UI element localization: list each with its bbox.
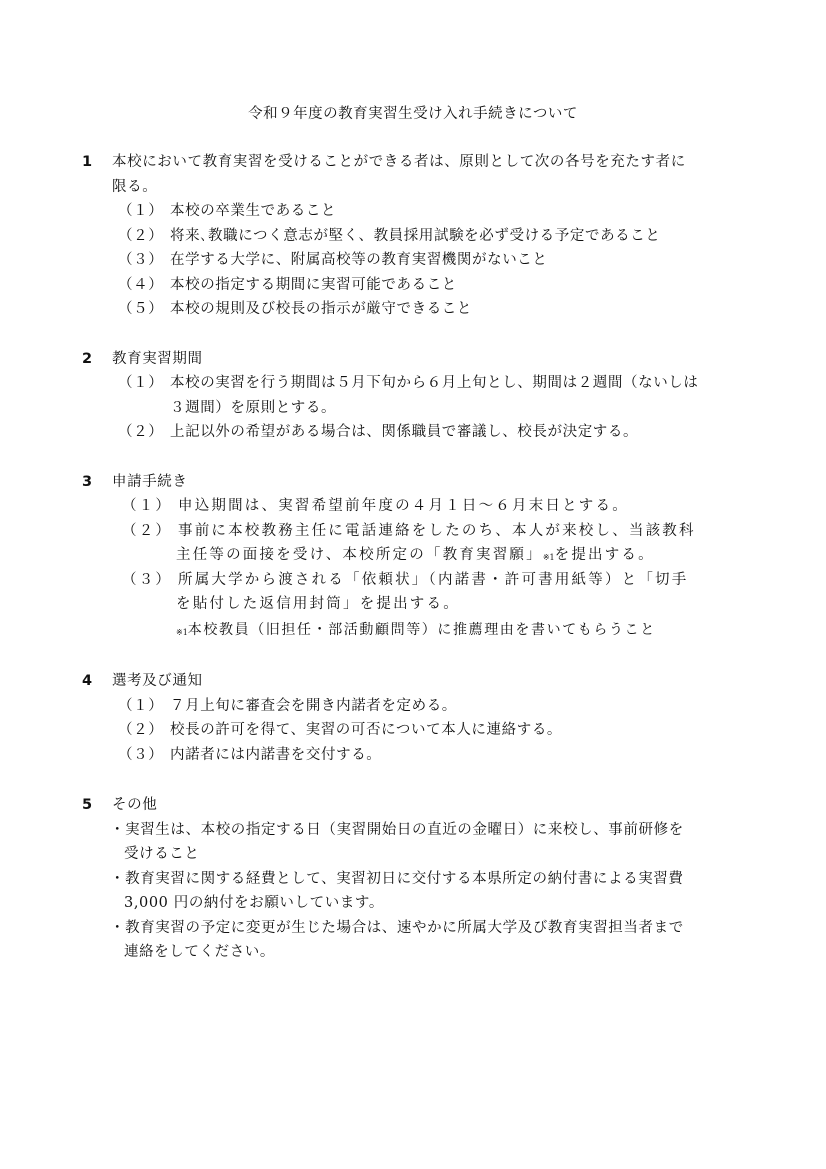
section-3-heading: 申請手続き [112,474,188,490]
section-3-item-2-cont-a: 主任等の面接を受け、本校所定の「教育実習願」 [176,547,543,563]
section-1-item-5-text: 本校の規則及び校長の指示が厳守できること [170,301,472,317]
section-3-item-2-cont-b: を提出する。 [554,547,655,563]
section-4-item-1-text: ７月上旬に審査会を開き内諾者を定める。 [170,698,457,714]
section-1-item-2-text: 将来､教職につく意志が堅く、教員採用試験を必ず受ける予定であること [170,228,661,244]
document-title: 令和９年度の教育実習生受け入れ手続きについて [248,106,578,122]
section-3-item-1-label: （１） [122,498,173,514]
section-3-footnote-text: 本校教員（旧担任・部活動顧問等）に推薦理由を書いてもらうこと [187,622,656,638]
section-3-item-2-text: 事前に本校教務主任に電話連絡をしたのち、本人が来校し、当該教科 [178,523,696,539]
section-2-heading: 教育実習期間 [112,351,203,367]
section-1-item-3-label: （３） [118,252,164,268]
section-4-number: 4 [82,673,93,689]
section-5-bullet-3-cont: 連絡をしてください。 [124,944,275,960]
section-2-item-2-label: （２） [118,424,164,440]
section-1-item-2-label: （２） [118,228,164,244]
section-4-item-1-label: （１） [118,698,164,714]
section-5-bullet-1-cont: 受けること [124,846,200,862]
section-2-item-1-text: 本校の実習を行う期間は５月下旬から６月上旬とし、期間は２週間（ないしは [170,375,699,391]
section-3-item-3-text: 所属大学から渡される「依頼状」（内諾書・許可書用紙等）と「切手 [178,572,689,588]
section-5-bullet-2: ・教育実習に関する経費として、実習初日に交付する本県所定の納付書による実習費 [110,871,684,887]
section-3-number: 3 [82,474,93,490]
section-1-item-4-label: （４） [118,277,164,293]
section-5-bullet-1: ・実習生は、本校の指定する日（実習開始日の直近の金曜日）に来校し、事前研修を [110,822,684,838]
section-2-number: 2 [82,351,93,367]
section-3-item-3-label: （３） [122,572,173,588]
section-1-text-cont: 限る。 [112,179,158,195]
section-1-text: 本校において教育実習を受けることができる者は、原則として次の各号を充たす者に [112,154,686,170]
section-1-item-4-text: 本校の指定する期間に実習可能であること [170,277,457,293]
section-2-item-2-text: 上記以外の希望がある場合は、関係職員で審議し、校長が決定する。 [170,424,639,440]
section-2-item-1-label: （１） [118,375,164,391]
section-3-item-2-cont [176,546,655,567]
section-5-number: 5 [82,797,93,813]
section-5-bullet-3: ・教育実習の予定に変更が生じた場合は、速やかに所属大学及び教育実習担当者まで [110,920,684,936]
section-1-item-1-label: （１） [118,203,164,219]
section-3-footnote [176,621,656,642]
section-1-number: 1 [82,154,93,170]
section-5-heading: その他 [112,797,158,813]
section-1-item-5-label: （５） [118,301,164,317]
section-4-item-3-text: 内諾者には内諾書を交付する。 [170,747,382,763]
section-4-item-2-label: （２） [118,722,164,738]
section-4-item-2-text: 校長の許可を得て、実習の可否について本人に連絡する。 [170,722,563,738]
section-1-item-3-text: 在学する大学に、附属高校等の教育実習機関がないこと [170,252,548,268]
section-3-item-1-text: 申込期間は、実習希望前年度の４月１日～６月末日とする。 [178,498,629,514]
section-2-item-1-cont: ３週間）を原則とする。 [170,400,337,416]
section-3-item-3-cont: を貼付した返信用封筒」を提出する。 [176,596,460,612]
footnote-mark-2: ※1 [176,628,188,637]
section-3-item-2-label: （２） [122,523,173,539]
footnote-mark: ※1 [542,553,555,562]
section-4-heading: 選考及び通知 [112,673,203,689]
section-4-item-3-label: （３） [118,747,164,763]
section-5-bullet-2-cont: 3,000 円の納付をお願いしています。 [124,895,384,911]
section-1-item-1-text: 本校の卒業生であること [170,203,337,219]
